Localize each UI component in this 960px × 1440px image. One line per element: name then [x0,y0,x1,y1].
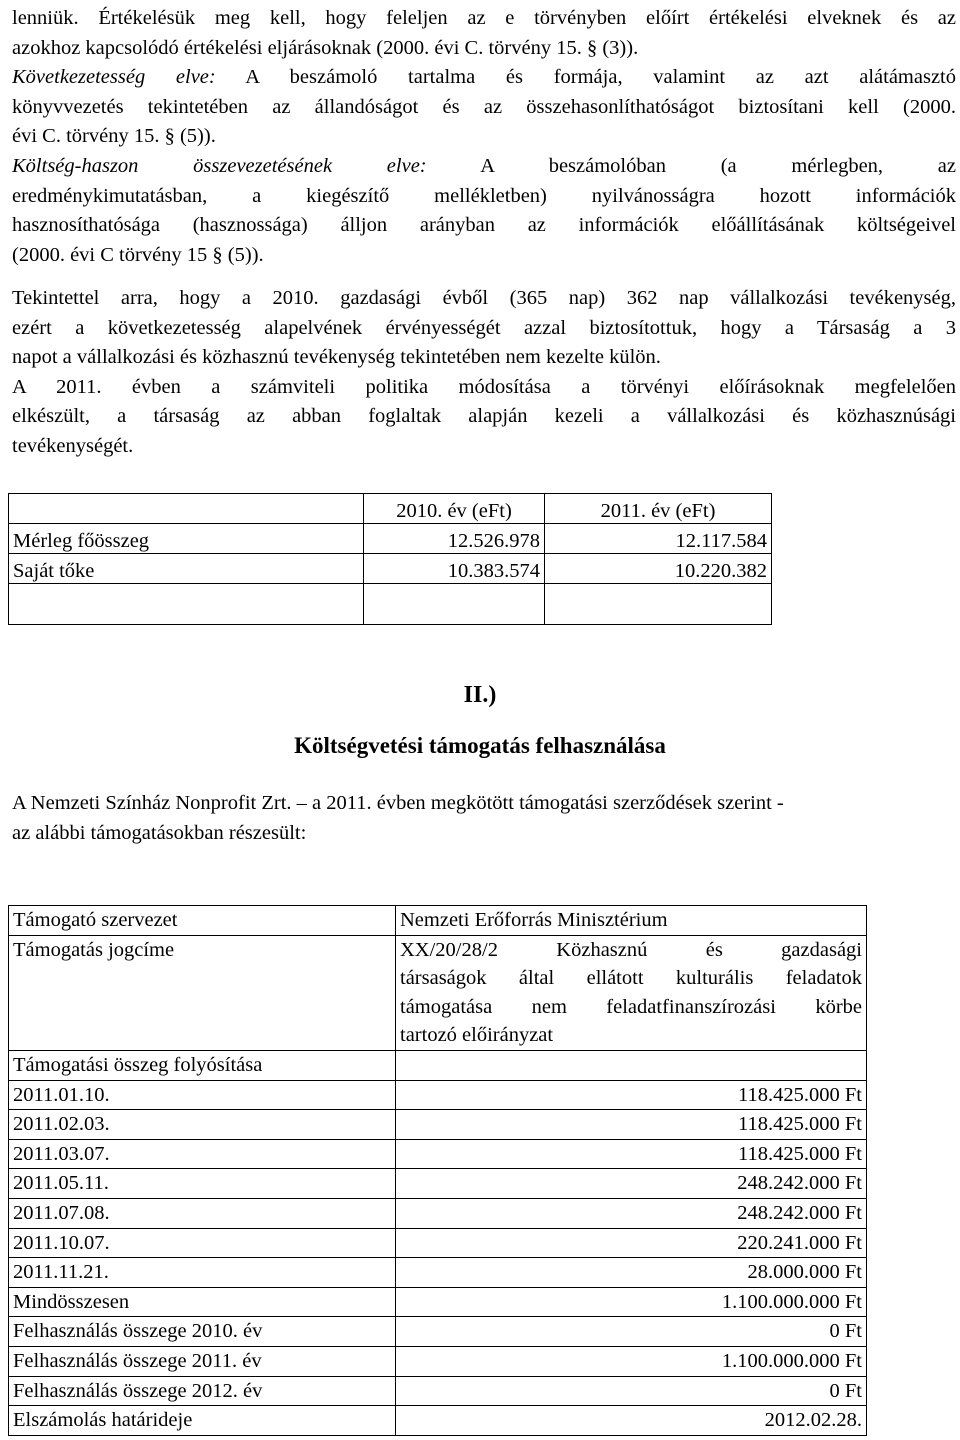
summary-label: Felhasználás összege 2011. év [9,1346,396,1376]
table-cell: Támogatás jogcíme [9,935,396,1050]
text-line: ezért a következetesség alapelvének érvényességét azzal biztosítottuk, hogy a Társaság a 3 [12,316,956,339]
table-row [9,935,867,1050]
payment-amount: 248.242.000 Ft [396,1169,867,1199]
text-line: azokhoz kapcsolódó értékelési eljárásoknak (2000. évi C. törvény 15. § (3)). [12,36,639,59]
table-row [9,554,772,584]
table-row [9,1346,867,1376]
text-line [12,63,956,93]
body-paragraph [12,789,956,848]
table-row-empty [9,584,772,625]
text-line: Tekintettel arra, hogy a 2010. gazdasági évből (365 nap) 362 nap vállalkozási tevékenység, [12,287,956,309]
payment-amount: 118.425.000 Ft [396,1110,867,1140]
text-line: XX/20/28/2 Közhasznú és gazdasági [400,938,862,961]
text-line: tevékenységét. [12,434,134,457]
table-cell [396,935,867,1050]
table-cell: Támogatási összeg folyósítása [9,1050,396,1080]
table-cell: 12.117.584 [545,524,772,554]
text-line [12,122,956,152]
table-row [9,1317,867,1347]
table-row [9,1110,867,1140]
body-paragraph [12,284,956,462]
summary-value: 1.100.000.000 Ft [396,1287,867,1317]
table-row [9,906,867,936]
table-row [9,1406,867,1436]
payment-amount: 118.425.000 Ft [396,1080,867,1110]
table-cell: 10.383.574 [364,554,545,584]
summary-value: 0 Ft [396,1317,867,1347]
table-cell: Saját tőke [9,554,364,584]
table-header-cell: 2010. év (eFt) [364,494,545,524]
text-fragment: évi C. törvény 15. § (5)). [12,125,216,148]
payment-date: 2011.03.07. [9,1139,396,1169]
payment-date: 2011.02.03. [9,1110,396,1140]
table-row [9,1080,867,1110]
table-cell [396,1050,867,1080]
payment-date: 2011.10.07. [9,1228,396,1258]
table-cell: Támogató szervezet [9,906,396,936]
text-line: könyvvezetés tekintetében az állandóságot és az összehasonlíthatóságot biztosítani kell (2000. [12,95,956,118]
principle-label: Következetesség elve: [12,66,216,89]
text-line: hasznosíthatósága (hasznossága) álljon arányban az információk előállításának költségeivel [12,214,956,237]
table-row [9,1228,867,1258]
summary-label: Mindösszesen [9,1287,396,1317]
payment-amount: 220.241.000 Ft [396,1228,867,1258]
table-cell [545,584,772,625]
payment-date: 2011.01.10. [9,1080,396,1110]
text-line [12,152,956,182]
table-cell [9,584,364,625]
principle-text: A beszámolóban (a mérlegben, az [426,154,956,177]
text-line: eredménykimutatásban, a kiegészítő mellékletben) nyilvánosságra hozott információk [12,184,956,207]
summary-value: 2012.02.28. [396,1406,867,1436]
table-cell: 12.526.978 [364,524,545,554]
table-header-cell: 2011. év (eFt) [545,494,772,524]
table-row [9,1376,867,1406]
principle-label: Költség-haszon összevezetésének elve: [12,154,427,177]
table-header-row [9,494,772,524]
table-row [9,1139,867,1169]
text-line: A 2011. évben a számviteli politika módosítása a törvényi előírásoknak megfelelően [12,375,956,398]
text-line: elkészült, a társaság az abban foglaltak alapján kezeli a vállalkozási és közhasznúsági [12,405,956,428]
table-cell: 10.220.382 [545,554,772,584]
table-row [9,1287,867,1317]
text-line: az alábbi támogatásokban részesült: [12,821,307,844]
payment-amount: 28.000.000 Ft [396,1258,867,1288]
text-line: társaságok által ellátott kulturális feladatok [400,967,862,990]
support-table [8,905,867,1436]
table-header-cell [9,494,364,524]
summary-label: Felhasználás összege 2012. év [9,1376,396,1406]
payment-date: 2011.05.11. [9,1169,396,1199]
intro-paragraph [12,4,956,270]
summary-value: 1.100.000.000 Ft [396,1346,867,1376]
payment-amount: 248.242.000 Ft [396,1198,867,1228]
principle-text: A beszámoló tartalma és formája, valamint az azt alátámasztó [215,66,956,89]
table-row [9,1198,867,1228]
table-row [9,1258,867,1288]
payment-amount: 118.425.000 Ft [396,1139,867,1169]
table-row [9,524,772,554]
table-cell [364,584,545,625]
payment-date: 2011.07.08. [9,1198,396,1228]
table-cell: Mérleg főösszeg [9,524,364,554]
balance-table [8,493,772,625]
payment-date: 2011.11.21. [9,1258,396,1288]
text-line: tartozó előirányzat [400,1024,554,1047]
summary-label: Elszámolás határideje [9,1406,396,1436]
text-line: lenniük. Értékelésük meg kell, hogy feleljen az e törvényben előírt értékelési elveknek és az [12,7,956,29]
section-number: II.) [463,682,497,708]
summary-label: Felhasználás összege 2010. év [9,1317,396,1347]
text-line: (2000. évi C törvény 15 § (5)). [12,243,264,266]
section-title: Költségvetési támogatás felhasználása [294,733,666,758]
table-row [9,1169,867,1199]
text-line: napot a vállalkozási és közhasznú tevékenység tekintetében nem kezelte külön. [12,346,661,369]
text-line: A Nemzeti Színház Nonprofit Zrt. – a 2011. évben megkötött támogatási szerződések szerint - [12,792,784,814]
summary-value: 0 Ft [396,1376,867,1406]
table-cell: Nemzeti Erőforrás Minisztérium [396,906,867,936]
text-line: támogatása nem feladatfinanszírozási körbe [400,995,862,1018]
table-row [9,1050,867,1080]
